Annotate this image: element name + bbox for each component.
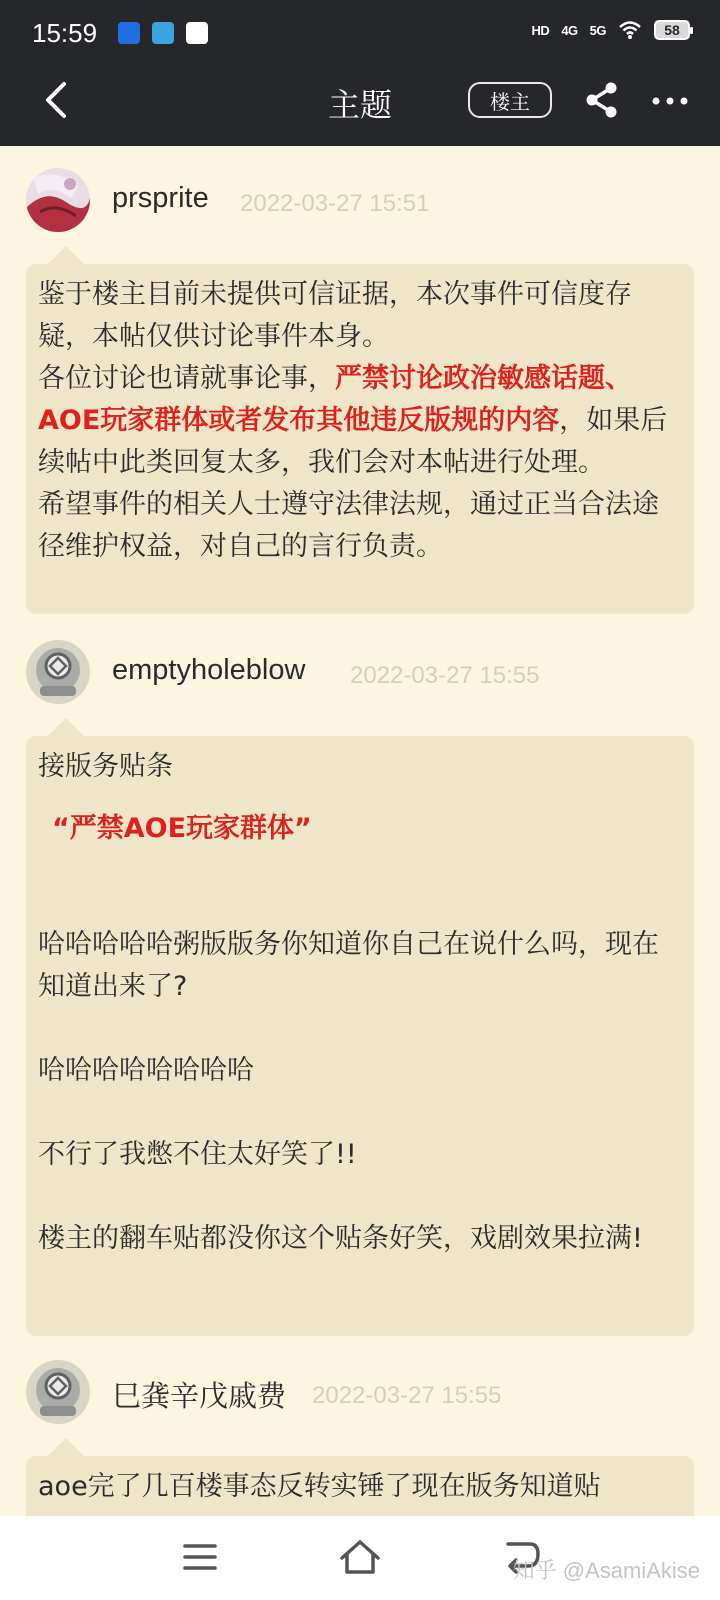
avatar[interactable]: [26, 168, 90, 232]
status-time: 15:59: [32, 18, 98, 48]
spacer: [38, 1008, 682, 1050]
spacer: [38, 1176, 682, 1218]
post-content: [26, 1456, 694, 1516]
post-header: [0, 640, 720, 712]
post-time: 2022-03-27 15:51: [240, 190, 430, 217]
mail-app-icon: [186, 22, 208, 44]
author-name[interactable]: emptyholeblow: [112, 654, 306, 686]
chevron-left-icon: [38, 78, 78, 122]
back-button[interactable]: [38, 78, 78, 122]
avatar[interactable]: [26, 640, 90, 704]
avatar[interactable]: [26, 1360, 90, 1424]
share-button[interactable]: [582, 80, 622, 120]
default-avatar-image: [26, 640, 90, 704]
quoted-text: “严禁AOE玩家群体”: [52, 813, 312, 844]
post-text: 希望事件的相关人士遵守法律法规，通过正当合法途径维护权益，对自己的言行负责。: [38, 489, 659, 562]
post-text-segment: 各位讨论也请就事论事，: [38, 363, 335, 394]
menu-icon: [170, 1532, 230, 1582]
author-name[interactable]: 巳龚辛戊戚费: [112, 1381, 287, 1413]
recent-apps-button[interactable]: [170, 1532, 230, 1582]
top-bar: [0, 0, 720, 146]
wifi-icon: [618, 20, 642, 40]
post-feed[interactable]: [0, 146, 720, 1516]
status-indicators: [532, 20, 690, 40]
post-text: [38, 358, 682, 484]
battery-level: 58: [664, 22, 680, 38]
hd-indicator: HD: [531, 22, 550, 38]
more-dots-icon: [650, 84, 690, 118]
post-content: [26, 264, 694, 614]
default-avatar-image: [26, 1360, 90, 1424]
telegram-app-icon: [152, 22, 174, 44]
post-header: [0, 168, 720, 240]
post-text: 不行了我憋不住太好笑了!!: [38, 1139, 357, 1170]
post-time: 2022-03-27 15:55: [350, 662, 540, 689]
spacer: [38, 788, 682, 808]
post-text: 楼主的翻车贴都没你这个贴条好笑，戏剧效果拉满!: [38, 1223, 643, 1254]
post-text: 接版务贴条: [38, 751, 173, 782]
highlighted-warning: 严禁讨论政治敏感话题、AOE玩家群体或者发布其他违反版规的内容: [38, 363, 632, 436]
home-icon: [330, 1532, 390, 1582]
status-app-icons: [118, 22, 208, 44]
post-time: 2022-03-27 15:55: [312, 1382, 502, 1409]
spacer: [38, 850, 682, 924]
author-name[interactable]: prsprite: [112, 182, 209, 214]
spacer: [38, 1092, 682, 1134]
post-text-segment: ，如果后续帖中此类回复太多，我们会对本帖进行处理。: [38, 405, 668, 478]
network-4g-icon: 4G: [561, 22, 578, 38]
post-text-preview: aoe完了几百楼事态反转实锤了现在版务知道贴: [38, 1471, 601, 1502]
network-5g-icon: 5G: [589, 22, 606, 38]
post-content: [26, 736, 694, 1336]
zhihu-app-icon: [118, 22, 140, 44]
post-text: 鉴于楼主目前未提供可信证据，本次事件可信度存疑，本帖仅供讨论事件本身。: [38, 279, 632, 352]
user-avatar-image: [26, 168, 90, 232]
more-button[interactable]: [650, 84, 690, 118]
post-header: [0, 1360, 720, 1432]
post-text: 哈哈哈哈哈粥版版务你知道你自己在说什么吗，现在知道出来了?: [38, 929, 659, 1002]
battery-icon: [654, 20, 690, 40]
op-only-button[interactable]: 楼主: [468, 82, 552, 118]
watermark: 知乎 @AsamiAkise: [512, 1558, 700, 1583]
page-title: 主题: [327, 86, 392, 124]
home-button[interactable]: [330, 1532, 390, 1582]
post-text: 哈哈哈哈哈哈哈哈: [38, 1055, 254, 1086]
share-icon: [582, 80, 622, 120]
